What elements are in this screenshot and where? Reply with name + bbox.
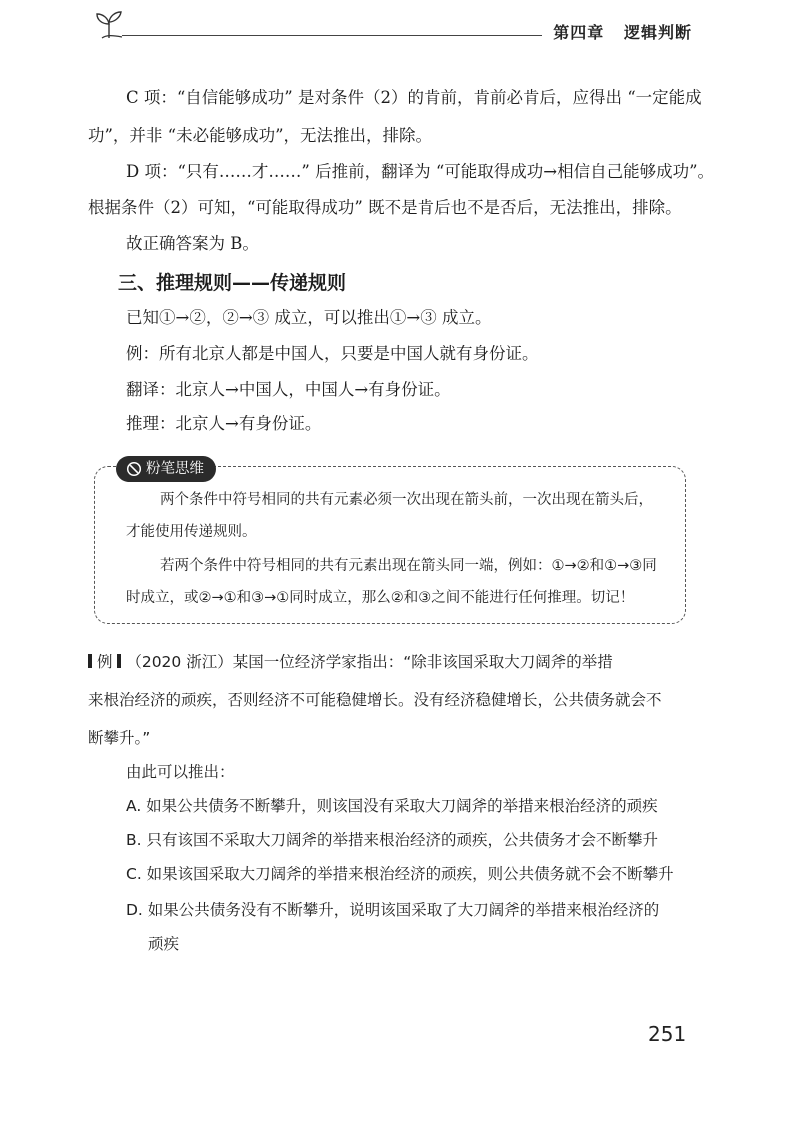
running-header	[553, 20, 692, 43]
tip-badge-label: 粉笔思维	[146, 461, 204, 477]
tip-paragraph2-line2: 时成立，或②→①和③→①同时成立，那么②和③之间不能进行任何推理。切记！	[126, 590, 635, 606]
pen-circle-icon	[126, 461, 142, 477]
question-stem-line3: 断攀升。”	[88, 729, 151, 747]
sprout-icon	[92, 10, 126, 40]
tip-paragraph1-line2: 才能使用传递规则。	[126, 524, 257, 540]
option-c-explanation-line1: C 项：“自信能够成功” 是对条件（2）的肯前，肯前必肯后，应得出 “一定能成	[126, 88, 702, 107]
option-b: B. 只有该国不采取大刀阔斧的举措来根治经济的顽疾，公共债务才会不断攀升	[126, 831, 658, 849]
tag-bar-left	[88, 654, 92, 668]
question-stem-text: （2020 浙江）某国一位经济学家指出：“除非该国采取大刀阔斧的举措	[126, 653, 613, 671]
question-prompt: 由此可以推出：	[126, 763, 235, 781]
rule-statement: 已知①→②，②→③ 成立，可以推出①→③ 成立。	[126, 308, 492, 327]
answer-statement: 故正确答案为 B。	[126, 234, 259, 253]
question-stem-line2: 来根治经济的顽疾，否则经济不可能稳健增长。没有经济稳健增长，公共债务就会不	[88, 691, 662, 709]
question-stem-line1	[88, 652, 613, 672]
option-c: C. 如果该国采取大刀阔斧的举措来根治经济的顽疾，则公共债务就不会不断攀升	[126, 865, 674, 883]
section-heading: 三、推理规则——传递规则	[118, 272, 347, 294]
option-c-explanation-line2: 功”，并非 “未必能够成功”，无法推出，排除。	[88, 126, 433, 145]
page-number: 251	[648, 1022, 687, 1046]
translation-sentence: 翻译：北京人→中国人，中国人→有身份证。	[126, 380, 451, 399]
example-tag: 例	[96, 653, 113, 671]
inference-sentence: 推理：北京人→有身份证。	[126, 414, 322, 433]
option-d-line2: 顽疾	[148, 935, 180, 953]
tag-bar-right	[117, 654, 121, 668]
tip-paragraph2-line1: 若两个条件中符号相同的共有元素出现在箭头同一端，例如：①→②和①→③同	[160, 558, 657, 574]
tip-paragraph1-line1: 两个条件中符号相同的共有元素必须一次出现在箭头前，一次出现在箭头后，	[160, 492, 653, 508]
chapter-title: 逻辑判断	[623, 23, 692, 42]
option-d-explanation-line2: 根据条件（2）可知，“可能取得成功” 既不是肯后也不是否后，无法推出，排除。	[88, 198, 682, 217]
tip-badge	[116, 456, 216, 482]
header-rule	[122, 35, 542, 36]
chapter-label: 第四章	[553, 23, 605, 42]
option-a: A. 如果公共债务不断攀升，则该国没有采取大刀阔斧的举措来根治经济的顽疾	[126, 797, 658, 815]
example-sentence: 例：所有北京人都是中国人，只要是中国人就有身份证。	[126, 344, 539, 363]
option-d-explanation-line1: D 项：“只有……才……” 后推前，翻译为 “可能取得成功→相信自己能够成功”。	[126, 162, 715, 181]
option-d-line1: D. 如果公共债务没有不断攀升，说明该国采取了大刀阔斧的举措来根治经济的	[126, 901, 660, 919]
